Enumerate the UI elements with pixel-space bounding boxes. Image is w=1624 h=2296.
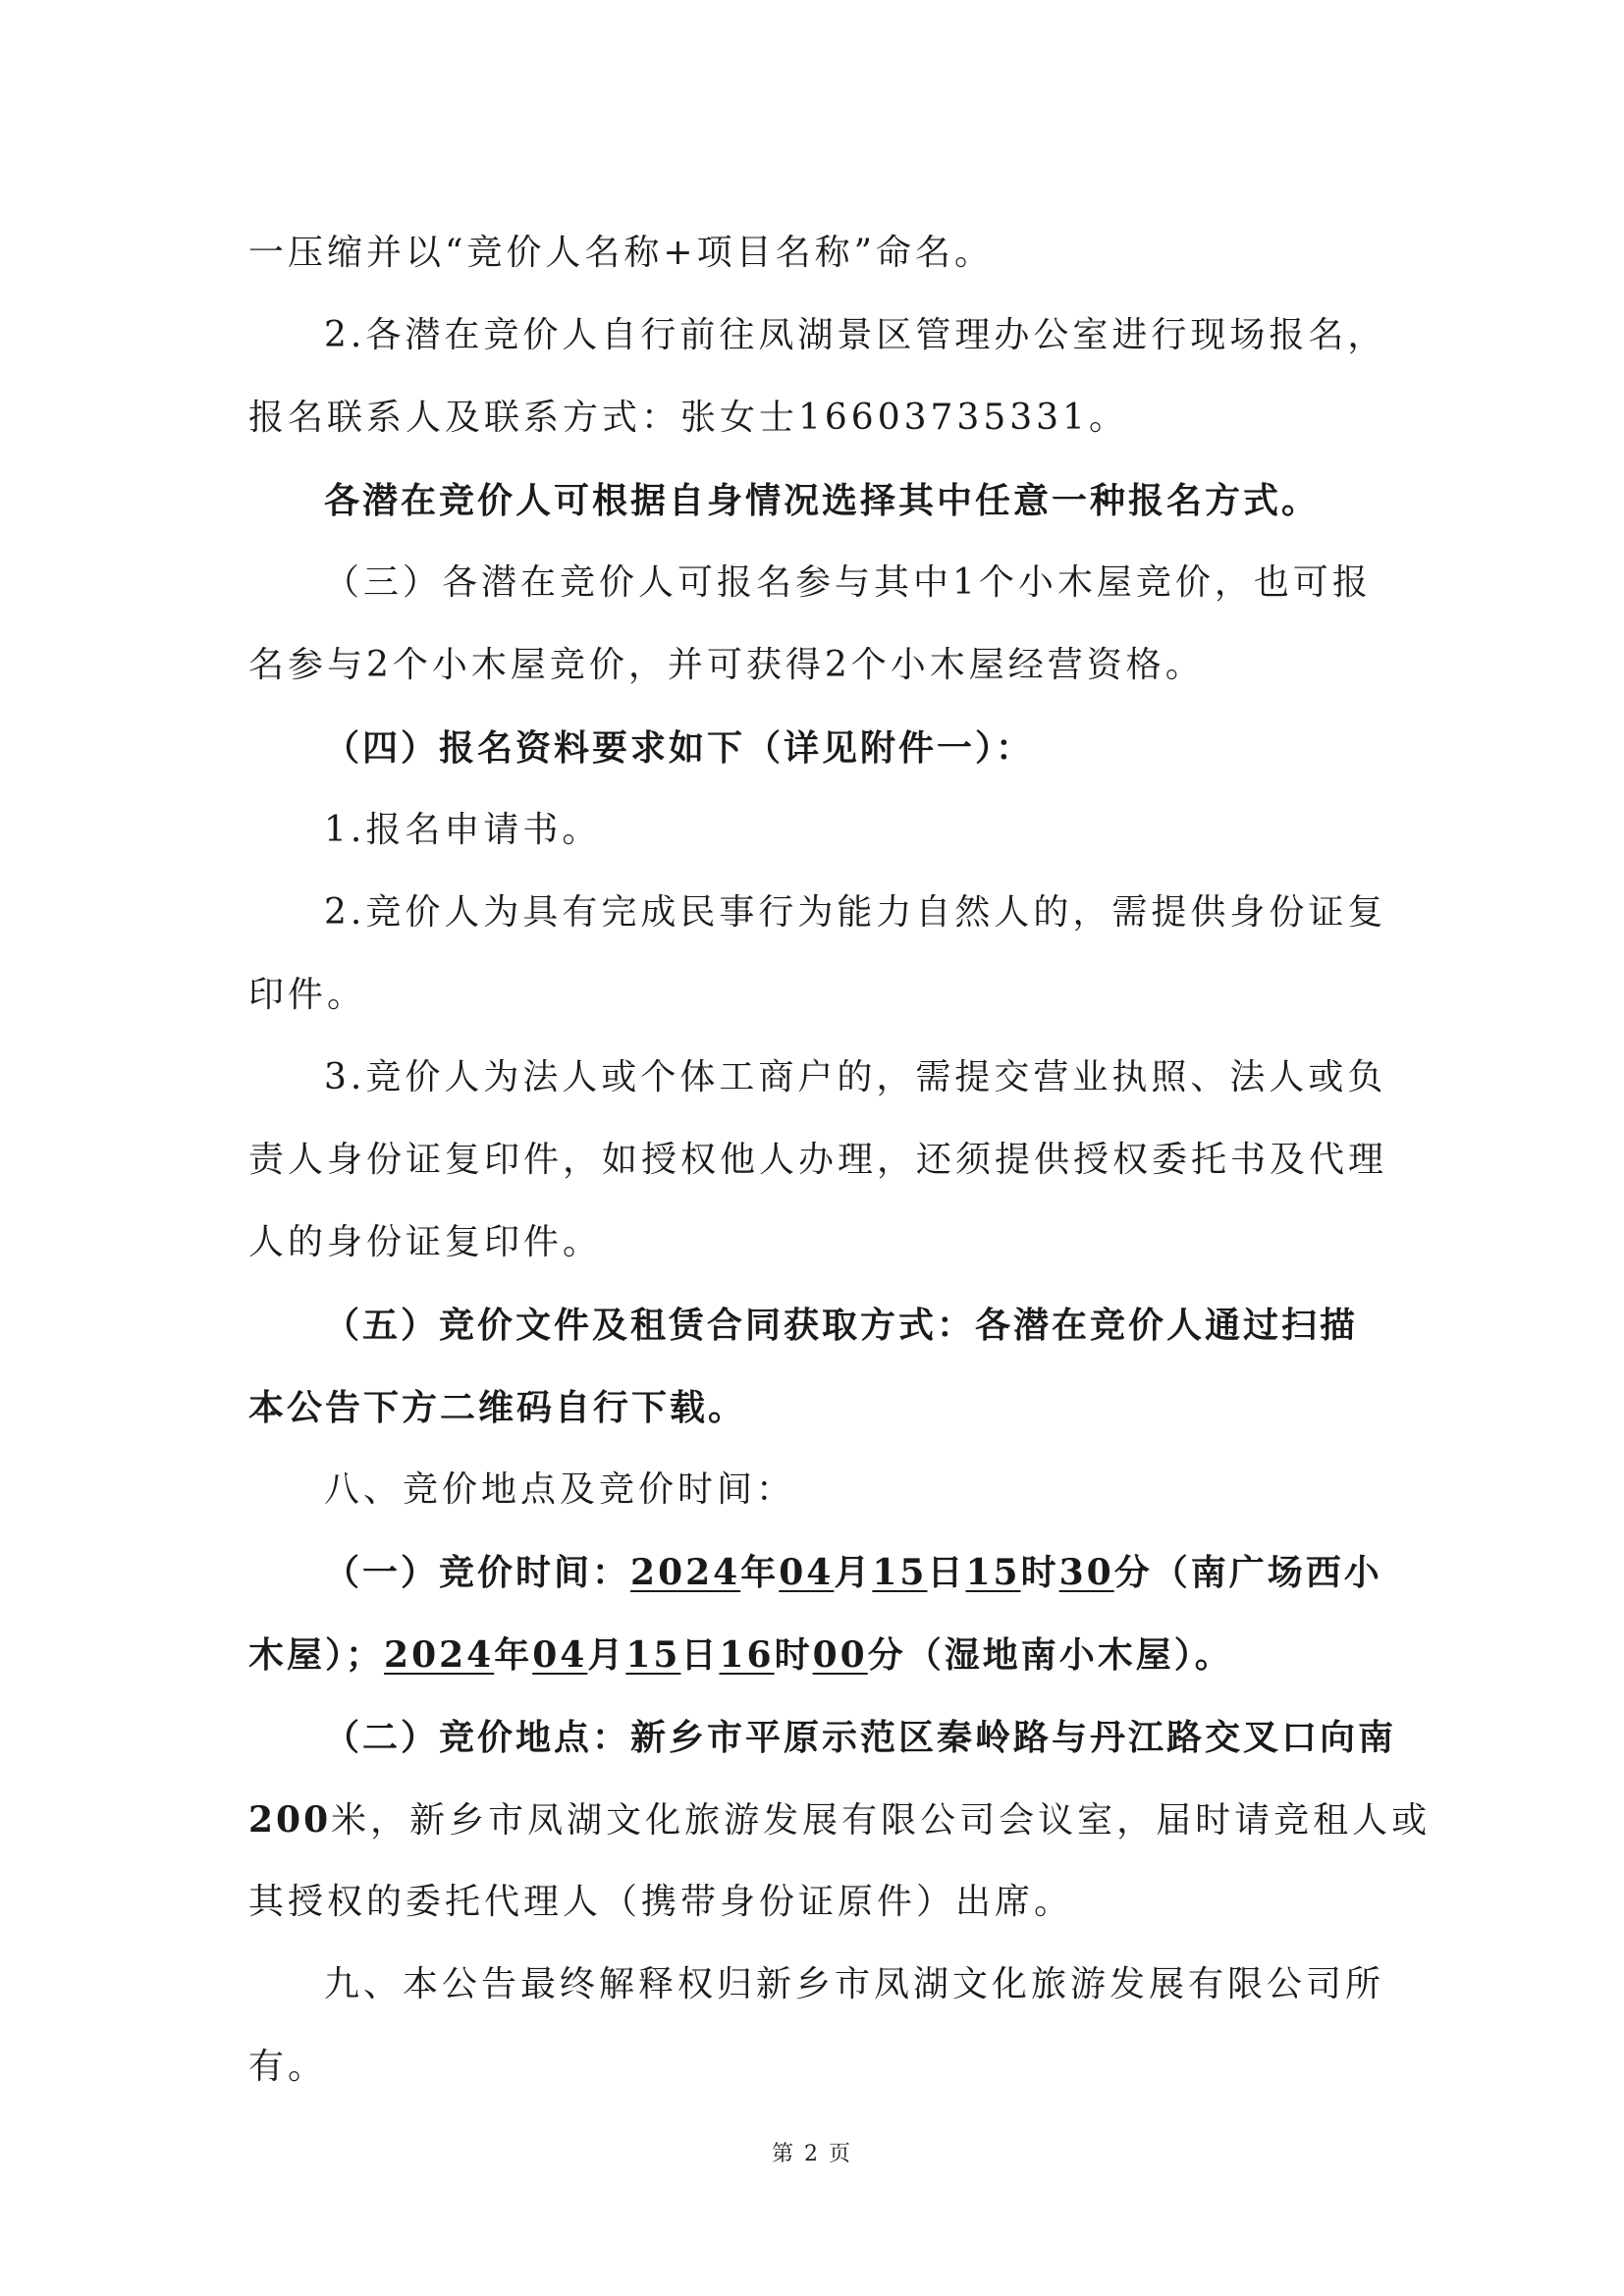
bidding-time-label: （一）竞价时间： bbox=[324, 1552, 631, 1593]
section-heading: 八、竞价地点及竞价时间： bbox=[324, 1469, 796, 1510]
paragraph-line: （三）各潜在竞价人可报名参与其中1个小木屋竞价，也可报 bbox=[324, 562, 1372, 603]
minute-value: 00 bbox=[812, 1634, 868, 1676]
paragraph-line: 责人身份证复印件，如授权他人办理，还须提供授权委托书及代理 bbox=[248, 1140, 1388, 1180]
hour-unit: 时 bbox=[774, 1634, 813, 1676]
month-value: 04 bbox=[779, 1552, 835, 1593]
hour-value: 15 bbox=[965, 1552, 1021, 1593]
paragraph-line bbox=[0, 1798, 1624, 1842]
paragraph-line: 2.竞价人为具有完成民事行为能力自然人的，需提供身份证复 bbox=[324, 892, 1387, 933]
day-unit: 日 bbox=[680, 1634, 720, 1676]
page-footer bbox=[0, 2142, 1624, 2167]
paragraph-line: 人的身份证复印件。 bbox=[248, 1222, 603, 1262]
bold-paragraph-line: 各潜在竞价人可根据自身情况选择其中任意一种报名方式。 bbox=[324, 480, 1321, 521]
year-value: 2024 bbox=[384, 1634, 495, 1676]
bidding-location-line: （二）竞价地点：新乡市平原示范区秦岭路与丹江路交叉口向南 bbox=[324, 1717, 1397, 1758]
distance-value: 200 bbox=[248, 1799, 332, 1841]
paragraph-text: 米，新乡市凤湖文化旅游发展有限公司会议室，届时请竞租人或 bbox=[331, 1800, 1432, 1841]
year-unit: 年 bbox=[494, 1634, 533, 1676]
minute-value: 30 bbox=[1058, 1552, 1114, 1593]
location-note: 木屋）； bbox=[248, 1634, 385, 1676]
footer-suffix: 页 bbox=[829, 2142, 853, 2166]
location-note: （南广场西小 bbox=[1152, 1552, 1382, 1593]
month-unit: 月 bbox=[834, 1552, 873, 1593]
paragraph-line: 其授权的委托代理人（携带身份证原件）出席。 bbox=[248, 1882, 1074, 1922]
paragraph-line: 3.竞价人为法人或个体工商户的，需提交营业执照、法人或负 bbox=[324, 1057, 1387, 1097]
paragraph-line: 1.报名申请书。 bbox=[324, 810, 602, 850]
page-number: 2 bbox=[804, 2142, 820, 2166]
bidding-time-line bbox=[0, 1551, 1624, 1594]
bidding-time-line bbox=[0, 1633, 1624, 1677]
paragraph-line: 印件。 bbox=[248, 975, 367, 1015]
month-value: 04 bbox=[532, 1634, 588, 1676]
hour-value: 16 bbox=[719, 1634, 775, 1676]
paragraph-line: 2.各潜在竞价人自行前往凤湖景区管理办公室进行现场报名， bbox=[324, 315, 1387, 355]
minute-unit: 分 bbox=[1113, 1552, 1153, 1593]
paragraph-line: 有。 bbox=[248, 2047, 328, 2087]
paragraph-line: 报名联系人及联系方式：张女士16603735331。 bbox=[248, 398, 1128, 438]
paragraph-line: 一压缩并以“竞价人名称+项目名称”命名。 bbox=[248, 233, 994, 273]
section-heading: （四）报名资料要求如下（详见附件一）： bbox=[324, 727, 1035, 769]
day-value: 15 bbox=[625, 1634, 681, 1676]
paragraph-line: 九、本公告最终解释权归新乡市凤湖文化旅游发展有限公司所 bbox=[324, 1964, 1385, 2004]
hour-unit: 时 bbox=[1020, 1552, 1059, 1593]
paragraph-line: 名参与2个小木屋竞价，并可获得2个小木屋经营资格。 bbox=[248, 645, 1205, 685]
year-value: 2024 bbox=[630, 1552, 741, 1593]
month-unit: 月 bbox=[587, 1634, 626, 1676]
location-note: （湿地南小木屋）。 bbox=[905, 1634, 1233, 1676]
day-value: 15 bbox=[872, 1552, 928, 1593]
footer-prefix: 第 bbox=[771, 2142, 795, 2166]
bold-paragraph-line: 本公告下方二维码自行下载。 bbox=[248, 1387, 747, 1428]
minute-unit: 分 bbox=[867, 1634, 906, 1676]
bold-paragraph-line: （五）竞价文件及租赁合同获取方式：各潜在竞价人通过扫描 bbox=[324, 1305, 1359, 1346]
year-unit: 年 bbox=[740, 1552, 780, 1593]
day-unit: 日 bbox=[927, 1552, 966, 1593]
